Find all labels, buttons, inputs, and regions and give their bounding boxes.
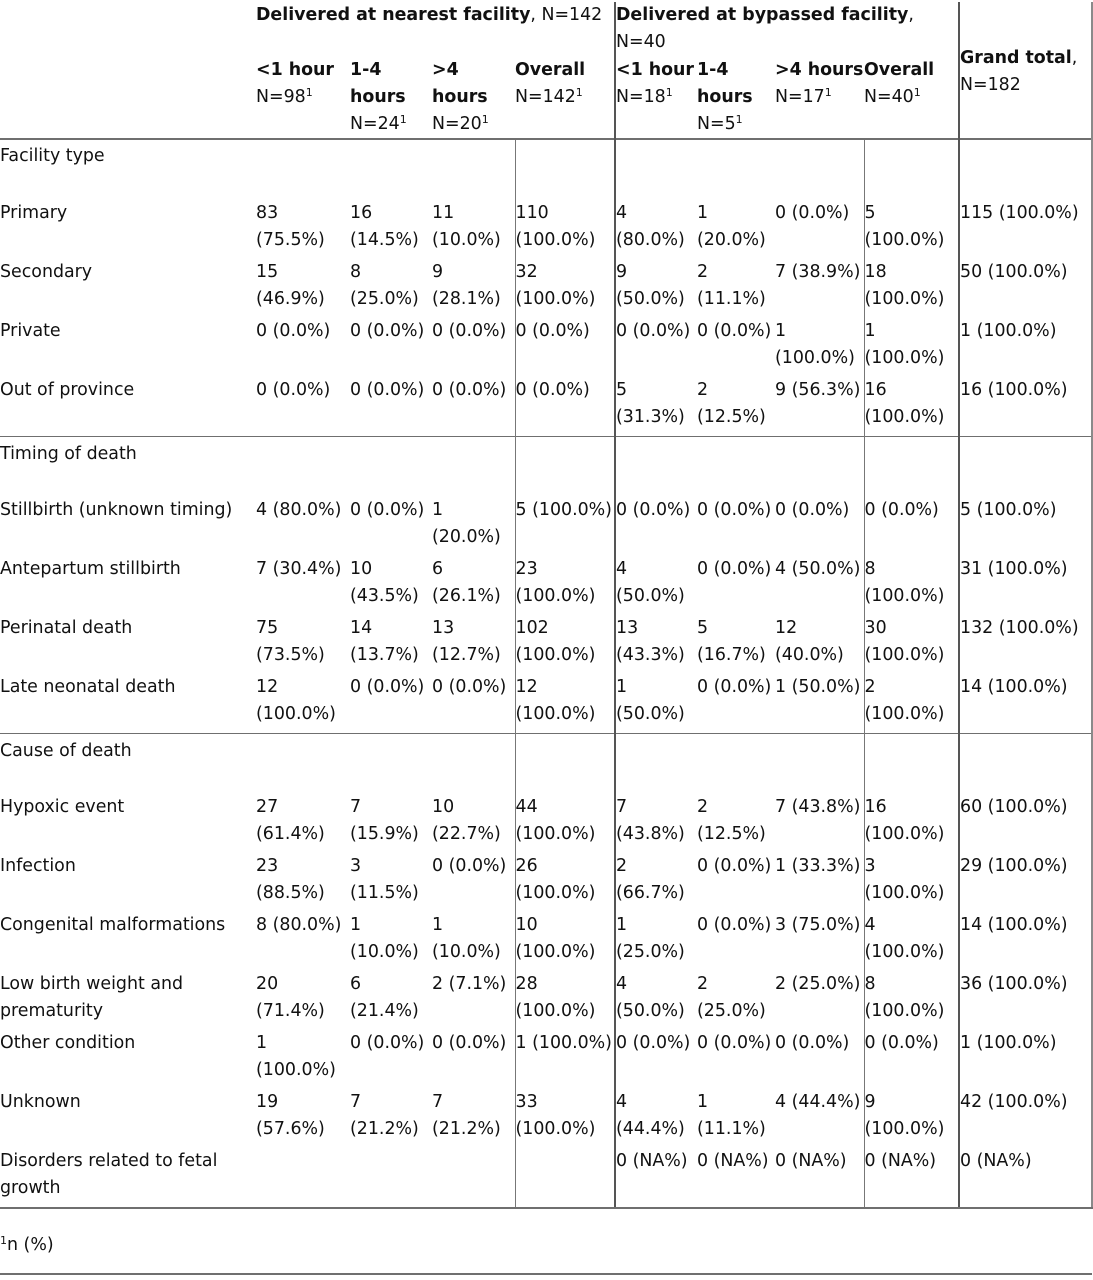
row-label: Stillbirth (unknown timing) [0, 500, 233, 520]
table-cell: 2 (7.1%) [432, 974, 507, 994]
table-cell: 18 (100.0%) [864, 259, 959, 318]
table-cell: 115 (100.0%) [959, 200, 1092, 259]
column-label: 1-4 hours [350, 60, 406, 107]
table-cell: 26 (100.0%) [515, 853, 615, 912]
table-cell [350, 1148, 432, 1208]
table-cell: 1 (100.0%) [959, 1030, 1092, 1089]
table-cell: 7 (43.8%) [775, 797, 861, 817]
table-cell: 2 (100.0%) [864, 674, 959, 734]
column-n: N=24 [350, 114, 400, 134]
table-cell: 16 (100.0%) [864, 794, 959, 853]
section-header-empty-cell [615, 437, 697, 498]
row-label: Secondary [0, 262, 93, 282]
section-title: Timing of death [0, 437, 256, 498]
table-cell: 4 (80.0%) [256, 500, 342, 520]
table-row [0, 674, 1092, 734]
table-cell: 0 (0.0%) [515, 377, 615, 437]
section-header-empty-cell [432, 437, 515, 498]
table-cell: 36 (100.0%) [959, 971, 1092, 1030]
table-cell: 0 (0.0%) [775, 203, 850, 223]
column-n-footnote-mark: 1 [824, 86, 832, 99]
nearest-col-header-0 [256, 57, 350, 139]
table-cell: 5 (100.0%) [959, 497, 1092, 556]
table-row [0, 497, 1092, 556]
table-cell: 2 (11.1%) [697, 262, 766, 309]
table-cell: 23 (88.5%) [256, 856, 325, 903]
table-cell: 0 (0.0%) [432, 380, 507, 400]
table-cell: 1 (11.1%) [697, 1092, 766, 1139]
table-cell: 30 (100.0%) [864, 615, 959, 674]
section-header-empty-cell [697, 734, 775, 795]
section-header-empty-cell [256, 734, 350, 795]
column-n: N=142 [515, 87, 576, 107]
table-cell: 14 (13.7%) [350, 618, 419, 665]
table-cell: 7 (15.9%) [350, 797, 419, 844]
section-header-empty-cell [864, 734, 959, 795]
table-cell: 83 (75.5%) [256, 203, 325, 250]
row-label: Low birth weight and prematurity [0, 974, 184, 1021]
table-cell: 1 (100.0%) [256, 1033, 336, 1080]
table-cell: 42 (100.0%) [959, 1089, 1092, 1148]
table-row [0, 556, 1092, 615]
row-label: Antepartum stillbirth [0, 559, 181, 579]
table-cell: 29 (100.0%) [959, 853, 1092, 912]
table-cell: 0 (0.0%) [864, 1030, 959, 1089]
table-cell: 12 (100.0%) [515, 674, 615, 734]
table-cell: 1 (33.3%) [775, 856, 861, 876]
table-cell: 9 (56.3%) [775, 380, 861, 400]
column-label: Overall [864, 60, 935, 80]
table-cell: 7 (21.2%) [350, 1092, 419, 1139]
column-n: N=20 [432, 114, 482, 134]
row-label: Late neonatal death [0, 677, 176, 697]
table-cell: 132 (100.0%) [959, 615, 1092, 674]
table-cell: 0 (0.0%) [775, 500, 850, 520]
table-cell: 4 (100.0%) [864, 912, 959, 971]
table-cell: 8 (100.0%) [864, 971, 959, 1030]
nearest-col-header-2 [432, 57, 515, 139]
table-cell: 0 (NA%) [615, 1148, 697, 1208]
table-cell [256, 1148, 350, 1208]
table-cell: 110 (100.0%) [515, 200, 615, 259]
table-cell: 16 (100.0%) [864, 377, 959, 437]
table-cell: 14 (100.0%) [959, 912, 1092, 971]
table-cell: 4 (50.0%) [775, 559, 861, 579]
table-cell: 7 (43.8%) [615, 794, 697, 853]
table-cell: 0 (0.0%) [350, 321, 425, 341]
table-cell: 7 (30.4%) [256, 559, 342, 579]
column-label: <1 hour [256, 60, 335, 80]
table-cell: 10 (100.0%) [515, 912, 615, 971]
table-cell: 0 (NA%) [959, 1148, 1092, 1208]
table-cell: 4 (50.0%) [615, 971, 697, 1030]
table-cell [432, 1148, 515, 1208]
table-cell: 0 (0.0%) [697, 500, 772, 520]
bypassed-col-header-3 [864, 57, 959, 139]
table-cell: 0 (0.0%) [515, 318, 615, 377]
table-cell: 1 (10.0%) [350, 915, 419, 962]
table-cell: 0 (0.0%) [697, 321, 772, 341]
table-cell: 44 (100.0%) [515, 794, 615, 853]
column-n: N=40 [864, 87, 914, 107]
section-header-empty-cell [864, 437, 959, 498]
row-label: Out of province [0, 380, 135, 400]
table-cell: 60 (100.0%) [959, 794, 1092, 853]
header-grand-total: Grand total, N=182 [959, 2, 1092, 139]
table-cell: 0 (0.0%) [864, 497, 959, 556]
section-header-empty-cell [256, 437, 350, 498]
table-cell: 16 (100.0%) [959, 377, 1092, 437]
table-cell: 10 (22.7%) [432, 797, 501, 844]
bypassed-col-header-2 [775, 57, 864, 139]
table-row [0, 259, 1092, 318]
table-cell: 0 (0.0%) [432, 321, 507, 341]
table-cell: 0 (NA%) [775, 1148, 864, 1208]
bypassed-col-header-1 [697, 57, 775, 139]
table-row [0, 615, 1092, 674]
column-n: N=98 [256, 87, 306, 107]
section-header-empty-cell [350, 139, 432, 200]
table-row [0, 853, 1092, 912]
table-row [0, 200, 1092, 259]
header-empty-cell [0, 57, 256, 139]
table-cell: 0 (0.0%) [432, 856, 507, 876]
section-header-row [0, 734, 1092, 795]
table-cell: 0 (0.0%) [432, 1033, 507, 1053]
section-header-empty-cell [697, 139, 775, 200]
table-cell: 0 (0.0%) [256, 380, 331, 400]
table-footnote: $^1$n (%) [0, 1234, 54, 1255]
row-label: Infection [0, 856, 76, 876]
table-cell: 5 (31.3%) [615, 377, 697, 437]
section-header-empty-cell [615, 734, 697, 795]
table-row [0, 912, 1092, 971]
row-label: Other condition [0, 1033, 136, 1053]
table-cell: 0 (0.0%) [697, 856, 772, 876]
table-cell: 4 (80.0%) [615, 200, 697, 259]
section-title: Cause of death [0, 734, 256, 795]
table-row [0, 1089, 1092, 1148]
table-cell: 2 (12.5%) [697, 797, 766, 844]
table-cell: 12 (100.0%) [256, 677, 336, 724]
row-label: Hypoxic event [0, 797, 125, 817]
table-cell: 5 (16.7%) [697, 618, 766, 665]
section-header-empty-cell [432, 139, 515, 200]
column-label: >4 hours [775, 60, 864, 80]
table-cell: 0 (0.0%) [615, 1030, 697, 1089]
table-cell: 6 (21.4%) [350, 974, 419, 1021]
table-cell: 0 (0.0%) [432, 677, 507, 697]
table-cell: 28 (100.0%) [515, 971, 615, 1030]
bottom-rule [0, 1273, 1092, 1275]
column-n-footnote-mark: 1 [481, 113, 489, 126]
section-header-empty-cell [515, 437, 615, 498]
table-cell: 1 (50.0%) [775, 677, 861, 697]
section-title: Facility type [0, 139, 256, 200]
table-cell: 102 (100.0%) [515, 615, 615, 674]
table-cell: 9 (50.0%) [615, 259, 697, 318]
row-label: Disorders related to fetal growth [0, 1148, 256, 1208]
table-cell: 8 (25.0%) [350, 262, 419, 309]
section-header-row [0, 139, 1092, 200]
table-cell: 13 (12.7%) [432, 618, 501, 665]
table-cell: 4 (44.4%) [615, 1089, 697, 1148]
row-label: Private [0, 321, 61, 341]
column-label: >4 hours [432, 60, 488, 107]
header-corner-cell [0, 2, 256, 57]
table-cell: 0 (0.0%) [615, 497, 697, 556]
row-label: Congenital malformations [0, 915, 226, 935]
table-cell: 1 (10.0%) [432, 915, 501, 962]
table-cell: 0 (0.0%) [697, 677, 772, 697]
section-header-empty-cell [350, 437, 432, 498]
table-cell: 1 (100.0%) [515, 1030, 615, 1089]
table-cell: 14 (100.0%) [959, 674, 1092, 734]
column-n-footnote-mark: 1 [913, 86, 921, 99]
table-cell: 0 (0.0%) [350, 1033, 425, 1053]
table-cell: 1 (100.0%) [959, 318, 1092, 377]
table-cell [515, 1148, 615, 1208]
table-cell: 4 (44.4%) [775, 1092, 861, 1112]
table-cell: 1 (100.0%) [775, 321, 855, 368]
table-cell: 33 (100.0%) [515, 1089, 615, 1148]
table-cell: 0 (0.0%) [697, 559, 772, 579]
table-cell: 9 (100.0%) [864, 1089, 959, 1148]
table-cell: 3 (11.5%) [350, 856, 419, 903]
table-cell: 7 (21.2%) [432, 1092, 501, 1139]
nearest-col-header-1 [350, 57, 432, 139]
row-label: Primary [0, 203, 68, 223]
table-cell: 2 (25.0%) [775, 974, 861, 994]
table-cell: 2 (66.7%) [615, 853, 697, 912]
table-cell: 16 (14.5%) [350, 203, 419, 250]
section-header-empty-cell [432, 734, 515, 795]
table-cell: 1 (20.0%) [697, 203, 766, 250]
table-cell: 9 (28.1%) [432, 262, 501, 309]
table-cell: 0 (0.0%) [775, 1033, 850, 1053]
table-cell: 0 (0.0%) [350, 500, 425, 520]
table-cell: 0 (0.0%) [256, 321, 331, 341]
table-cell: 4 (50.0%) [615, 556, 697, 615]
table-cell: 75 (73.5%) [256, 618, 325, 665]
table-cell: 8 (80.0%) [256, 915, 342, 935]
table-cell: 3 (100.0%) [864, 853, 959, 912]
column-n-footnote-mark: 1 [665, 86, 673, 99]
table-cell: 32 (100.0%) [515, 259, 615, 318]
section-header-empty-cell [775, 437, 864, 498]
section-header-empty-cell [515, 734, 615, 795]
table-cell: 23 (100.0%) [515, 556, 615, 615]
column-n-footnote-mark: 1 [575, 86, 583, 99]
column-label: <1 hour [616, 60, 695, 80]
table-cell: 5 (100.0%) [515, 497, 615, 556]
column-n-footnote-mark: 1 [305, 86, 313, 99]
section-header-empty-cell [350, 734, 432, 795]
section-header-empty-cell [775, 734, 864, 795]
table-row [0, 794, 1092, 853]
section-header-row [0, 437, 1092, 498]
table-cell: 1 (25.0%) [615, 912, 697, 971]
table-cell: 2 (12.5%) [697, 380, 766, 427]
column-label: 1-4 hours [697, 60, 753, 107]
table-cell: 1 (50.0%) [615, 674, 697, 734]
column-n: N=5 [697, 114, 736, 134]
header-group-nearest: Delivered at nearest facility, N=142 [256, 5, 603, 25]
table-cell: 31 (100.0%) [959, 556, 1092, 615]
table-cell: 0 (0.0%) [697, 915, 772, 935]
column-n-footnote-mark: 1 [735, 113, 743, 126]
row-label: Perinatal death [0, 618, 133, 638]
section-header-empty-cell [959, 139, 1092, 200]
section-header-empty-cell [515, 139, 615, 200]
table-cell: 50 (100.0%) [959, 259, 1092, 318]
table-cell: 3 (75.0%) [775, 915, 861, 935]
table-row [0, 1030, 1092, 1089]
table-cell: 8 (100.0%) [864, 556, 959, 615]
table-cell: 10 (43.5%) [350, 559, 419, 606]
table-cell: 2 (25.0%) [697, 974, 766, 1021]
section-header-empty-cell [864, 139, 959, 200]
table-cell: 0 (NA%) [697, 1148, 775, 1208]
table-cell: 0 (NA%) [864, 1148, 959, 1208]
table-row [0, 1148, 1092, 1208]
table-cell: 27 (61.4%) [256, 797, 325, 844]
table-row [0, 377, 1092, 437]
table-cell: 5 (100.0%) [864, 200, 959, 259]
section-header-empty-cell [697, 437, 775, 498]
table-cell: 7 (38.9%) [775, 262, 861, 282]
column-n-footnote-mark: 1 [399, 113, 407, 126]
table-cell: 0 (0.0%) [350, 380, 425, 400]
nearest-col-header-3 [515, 57, 615, 139]
header-row-columns [0, 57, 1092, 139]
header-row-groups [0, 2, 1092, 57]
section-header-empty-cell [959, 734, 1092, 795]
table-cell: 0 (0.0%) [350, 677, 425, 697]
table-cell: 0 (0.0%) [697, 1033, 772, 1053]
table-cell: 12 (40.0%) [775, 618, 844, 665]
table-cell: 1 (100.0%) [864, 318, 959, 377]
table-cell: 15 (46.9%) [256, 262, 325, 309]
table-cell: 1 (20.0%) [432, 500, 501, 547]
section-header-empty-cell [775, 139, 864, 200]
results-table [0, 2, 1093, 1209]
section-header-empty-cell [615, 139, 697, 200]
table-cell: 13 (43.3%) [615, 615, 697, 674]
table-cell: 19 (57.6%) [256, 1092, 325, 1139]
section-header-empty-cell [256, 139, 350, 200]
column-n: N=18 [616, 87, 666, 107]
table-cell: 0 (0.0%) [615, 318, 697, 377]
table-row [0, 971, 1092, 1030]
table-cell: 6 (26.1%) [432, 559, 501, 606]
column-n: N=17 [775, 87, 825, 107]
table-row [0, 318, 1092, 377]
table-cell: 11 (10.0%) [432, 203, 501, 250]
section-header-empty-cell [959, 437, 1092, 498]
column-label: Overall [515, 60, 586, 80]
row-label: Unknown [0, 1092, 81, 1112]
table-cell: 20 (71.4%) [256, 974, 325, 1021]
bypassed-col-header-0 [615, 57, 697, 139]
header-group-bypassed: Delivered at bypassed facility, N=40 [615, 2, 959, 57]
